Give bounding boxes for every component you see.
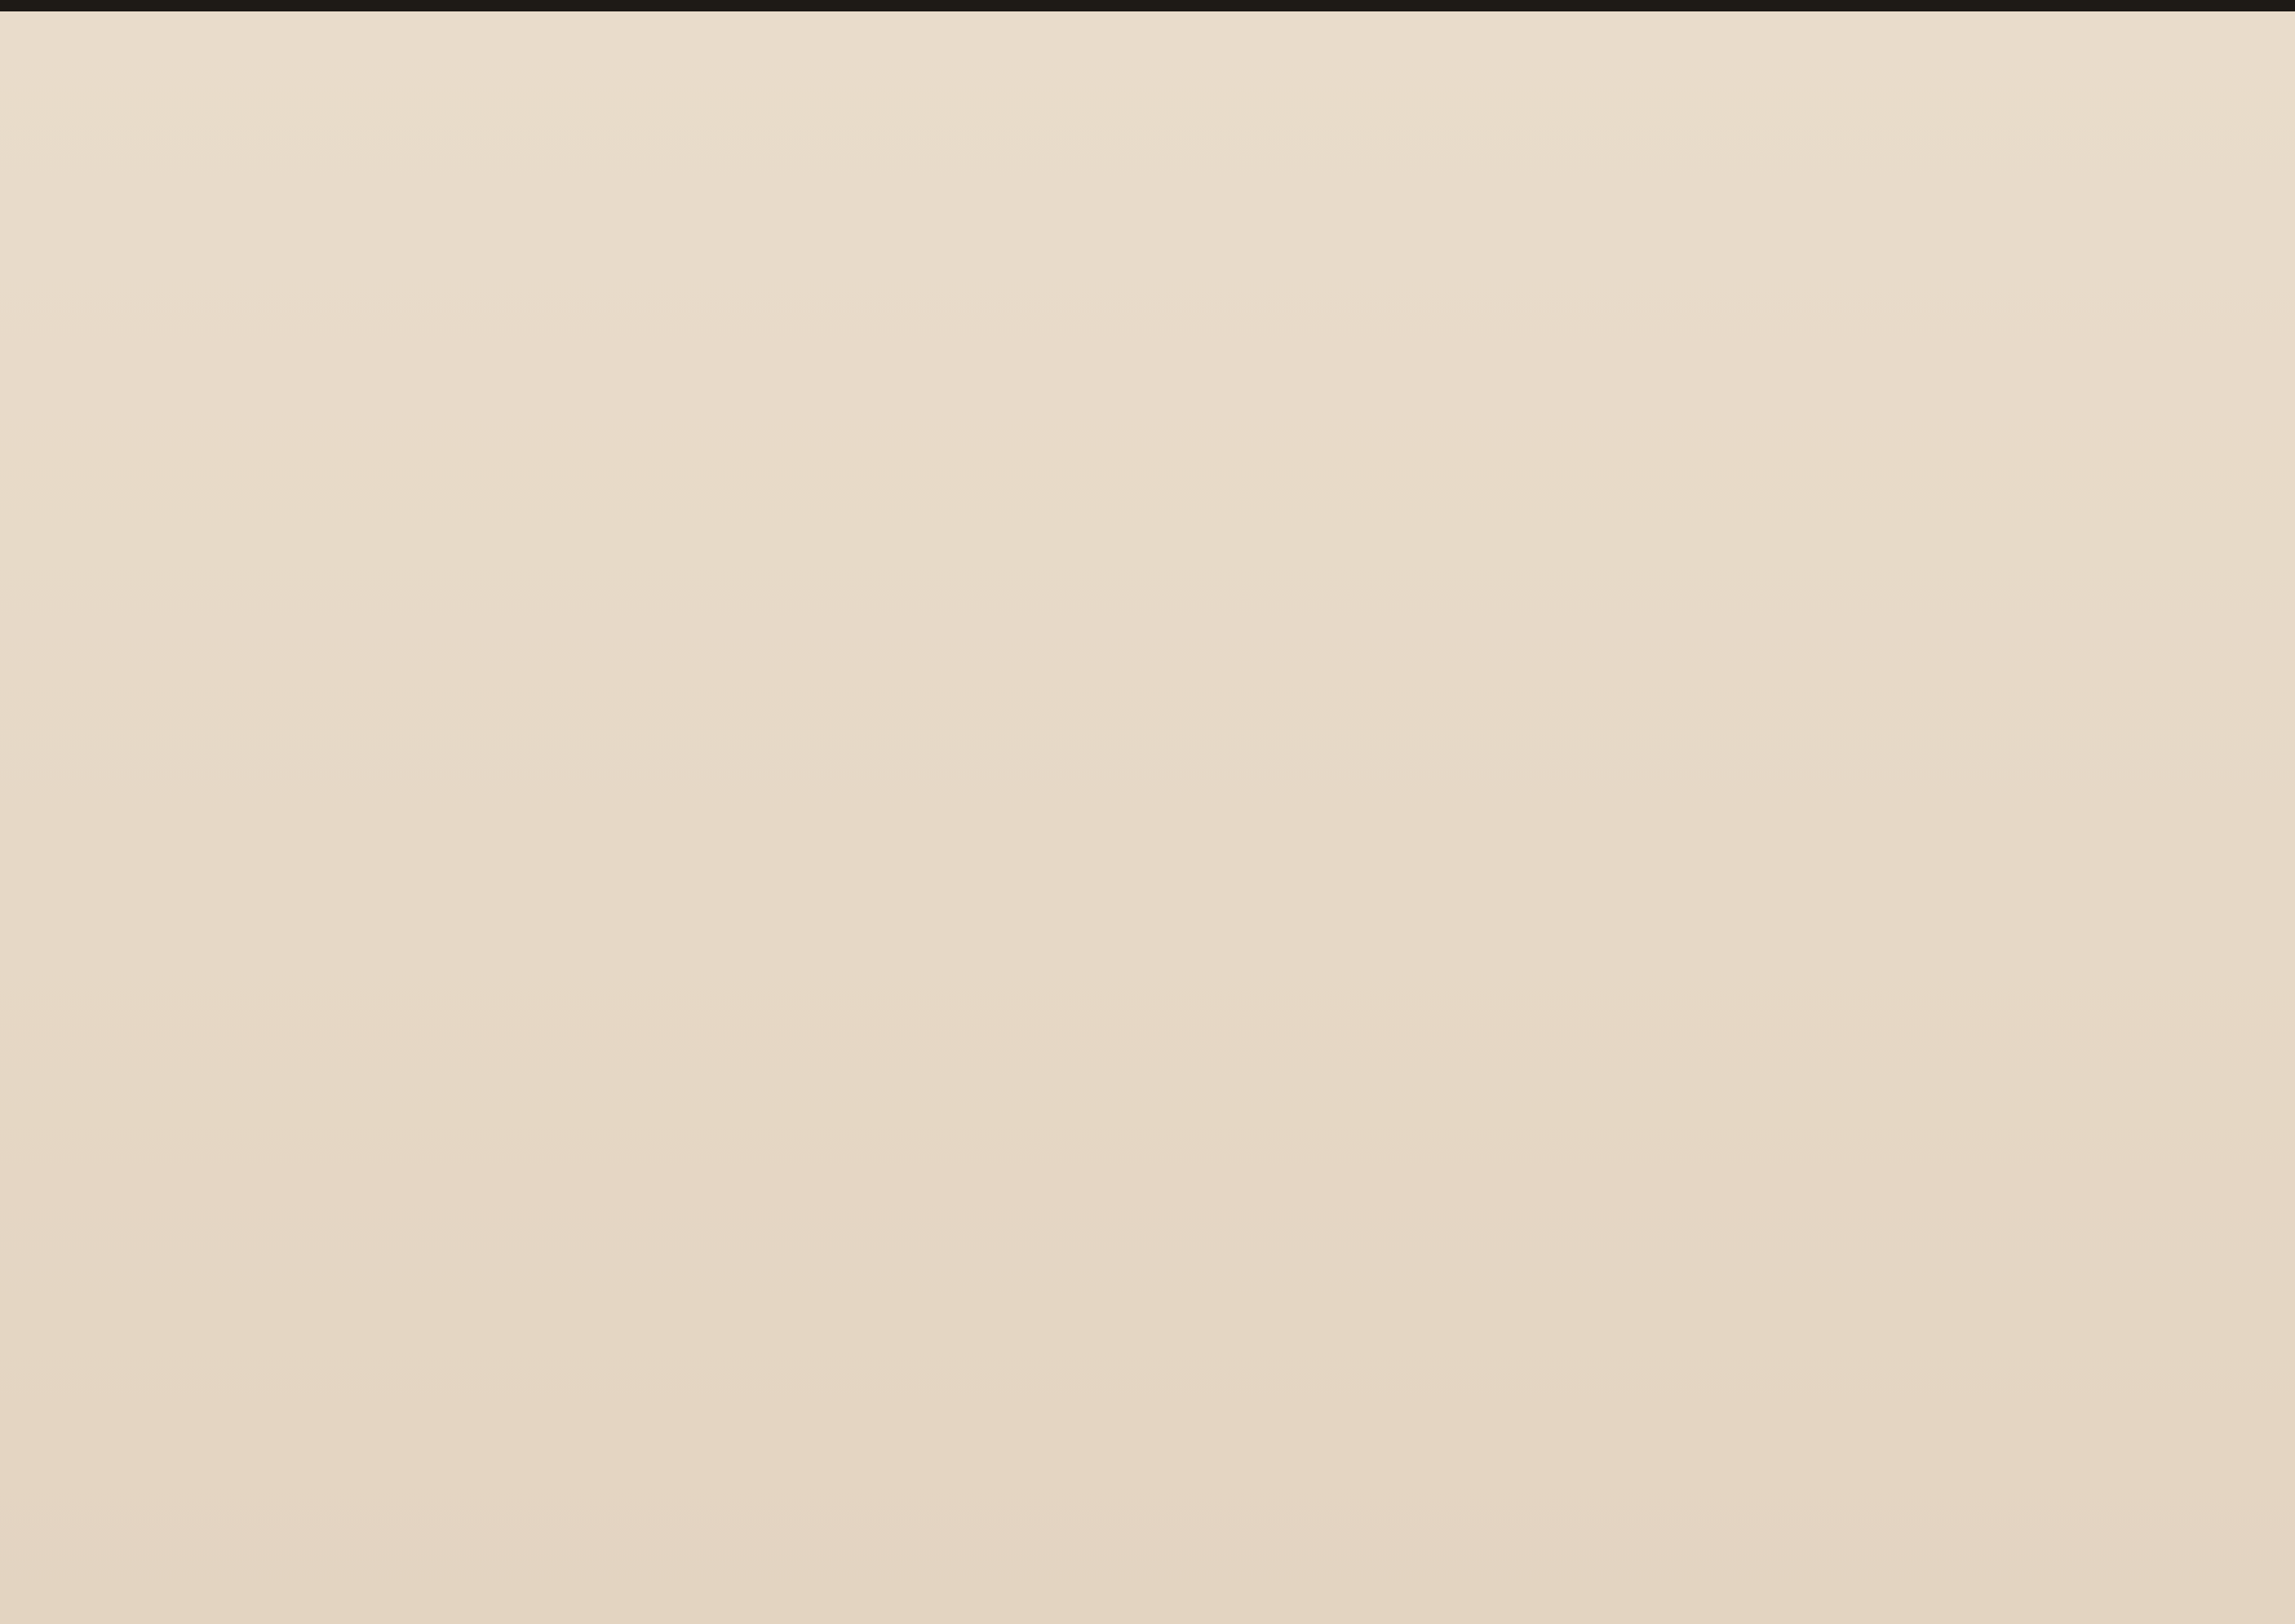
document-page [0,11,2295,1624]
watermark-signature [1992,458,2267,487]
